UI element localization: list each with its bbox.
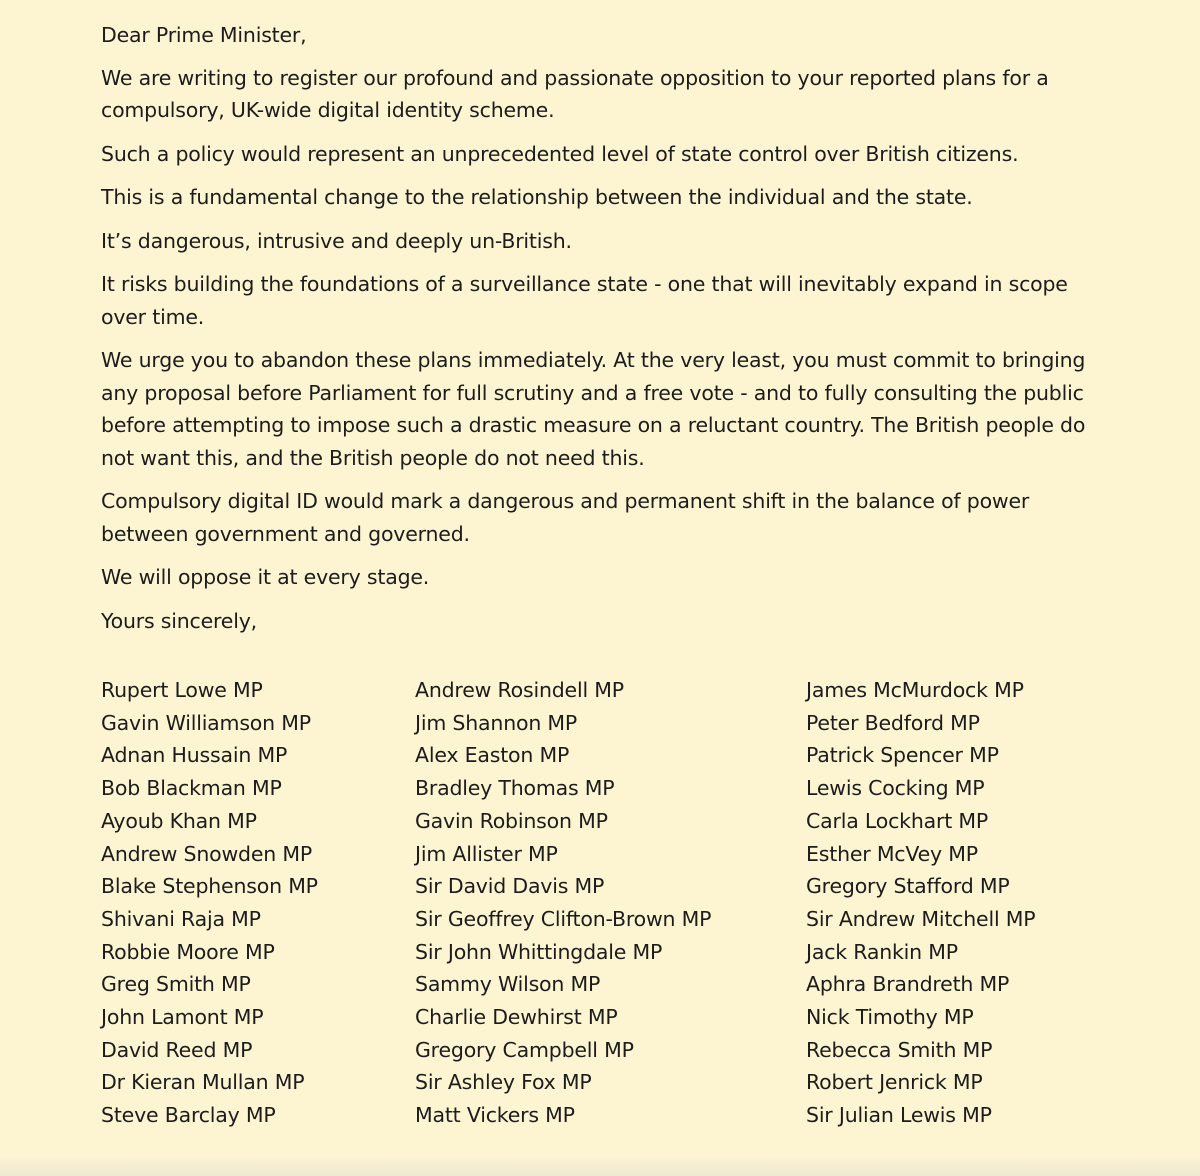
signatory: Greg Smith MP [101, 972, 251, 997]
signatory-column-1 [101, 674, 318, 1132]
signatory: Shivani Raja MP [101, 906, 261, 931]
signatory: John Lamont MP [101, 1005, 264, 1030]
paragraph-surveillance: It risks building the foundations of a surveillance state - one that will inevitably expand in scope over time. [101, 272, 1068, 329]
signatory: Sir Geoffrey Clifton-Brown MP [415, 906, 712, 931]
paragraph-dangerous: It’s dangerous, intrusive and deeply un-British. [101, 228, 572, 253]
signatory: Robert Jenrick MP [806, 1070, 983, 1095]
signatory: Sir Ashley Fox MP [415, 1070, 592, 1095]
paragraph-fundamental-change: This is a fundamental change to the relationship between the individual and the state. [101, 185, 973, 209]
signatory: Steve Barclay MP [101, 1103, 276, 1128]
signatory: Jack Rankin MP [806, 939, 958, 964]
signatory: Carla Lockhart MP [806, 808, 989, 833]
signatory: James McMurdock MP [806, 678, 1024, 702]
signatory: Adnan Hussain MP [101, 743, 288, 768]
page-bottom-edge [0, 1154, 1200, 1176]
letter-body [101, 19, 1101, 648]
signatory: Gregory Campbell MP [415, 1037, 634, 1062]
signatory: Rupert Lowe MP [101, 678, 263, 702]
signatory: Blake Stephenson MP [101, 874, 318, 899]
signatory: Charlie Dewhirst MP [415, 1005, 618, 1030]
paragraph-urge-abandon: We urge you to abandon these plans immediately. At the very least, you must commit to bringing any proposal before Parliament for full scrutiny and a free vote - and to fully consulting the public before attempting to impose such a drastic measure on a reluctant country. The British people do not want this, and the British people do not need this. [101, 348, 1086, 470]
signatory: Aphra Brandreth MP [806, 972, 1010, 997]
signatory: Gavin Williamson MP [101, 710, 311, 735]
signatory: Robbie Moore MP [101, 939, 275, 964]
signatory: Sir Julian Lewis MP [806, 1103, 992, 1128]
paragraph-opposition: We are writing to register our profound and passionate opposition to your reported plans for a compulsory, UK-wide digital identity scheme. [101, 65, 1049, 122]
signatory: Patrick Spencer MP [806, 743, 999, 768]
signatory: Dr Kieran Mullan MP [101, 1070, 305, 1095]
signatory: Andrew Rosindell MP [415, 678, 624, 702]
signatory: David Reed MP [101, 1037, 253, 1062]
signatory: Bob Blackman MP [101, 776, 282, 801]
salutation: Dear Prime Minister, [101, 23, 307, 47]
signatory: Jim Allister MP [415, 841, 558, 866]
signatory: Alex Easton MP [415, 743, 570, 768]
closing: Yours sincerely, [101, 608, 257, 633]
signatory: Ayoub Khan MP [101, 808, 257, 833]
signatory: Peter Bedford MP [806, 710, 980, 735]
signatory: Nick Timothy MP [806, 1005, 974, 1030]
signatory: Matt Vickers MP [415, 1103, 575, 1128]
signatory: Andrew Snowden MP [101, 841, 312, 866]
signatory: Esther McVey MP [806, 841, 978, 866]
signatory: Jim Shannon MP [415, 710, 578, 735]
signatory: Rebecca Smith MP [806, 1037, 993, 1062]
signatory: Sir John Whittingdale MP [415, 939, 663, 964]
paragraph-oppose: We will oppose it at every stage. [101, 565, 430, 589]
signatory: Bradley Thomas MP [415, 776, 615, 801]
signatory-column-2 [415, 674, 711, 1132]
signatory: Gregory Stafford MP [806, 874, 1010, 899]
signatory: Sir David Davis MP [415, 874, 605, 899]
paragraph-balance-of-power: Compulsory digital ID would mark a dangerous and permanent shift in the balance of power between government and governed. [101, 489, 1030, 546]
signatory: Gavin Robinson MP [415, 808, 608, 833]
signatory: Lewis Cocking MP [806, 776, 985, 801]
signatory-column-3 [806, 674, 1035, 1132]
paragraph-state-control: Such a policy would represent an unprecedented level of state control over British citizens. [101, 141, 1019, 166]
signatory: Sir Andrew Mitchell MP [806, 906, 1036, 931]
signatory: Sammy Wilson MP [415, 972, 601, 997]
